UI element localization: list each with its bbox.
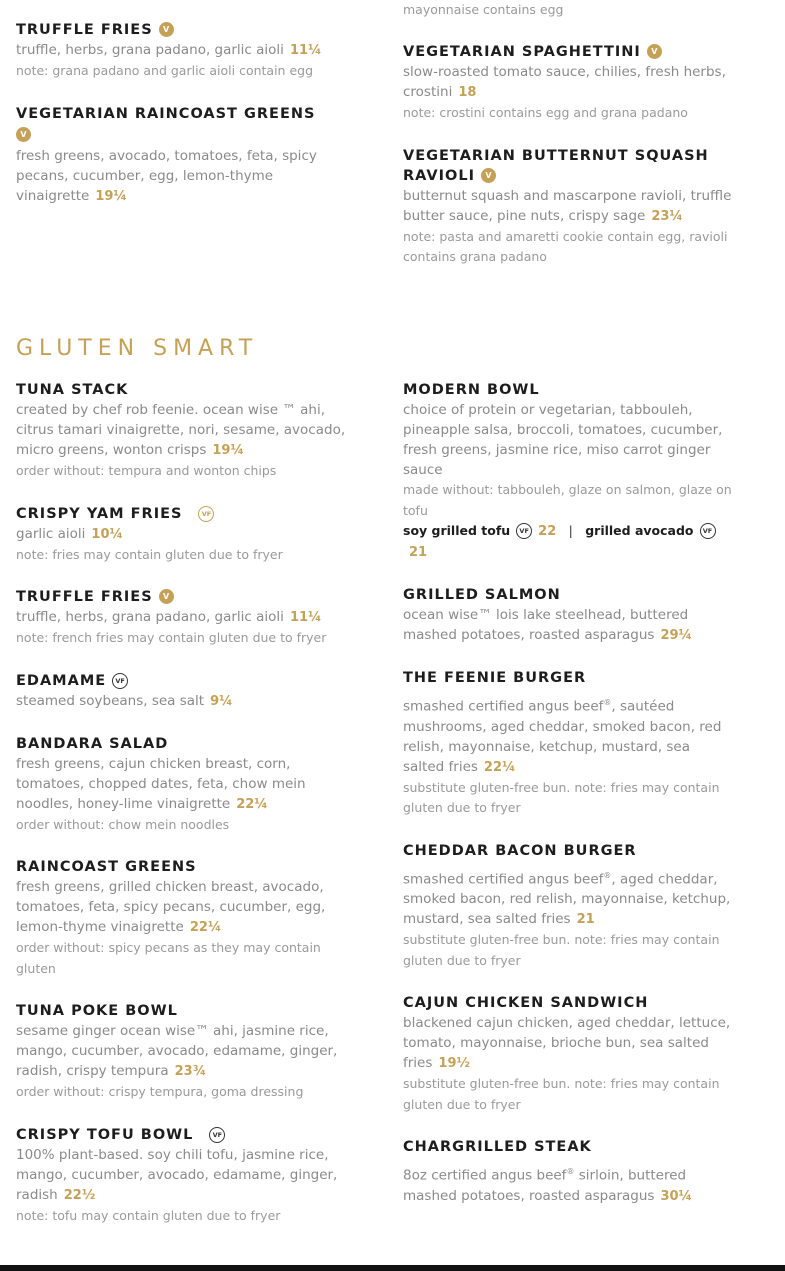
item-description: sesame ginger ocean wise™ ahi, jasmine rice, mango, cucumber, avocado, edamame, ginger, radish, crispy tempura 23¾ bbox=[16, 1023, 338, 1079]
item-description: smashed certified angus beef®, sautéed mushrooms, aged cheddar, smoked bacon, red relish, mayonnaise, ketchup, mustard, sea salted fries 22¼ bbox=[403, 698, 722, 775]
item-name: TUNA POKE BOWL bbox=[16, 1003, 178, 1019]
top-left-column bbox=[16, 20, 356, 229]
item-note: made without: tabbouleh, glaze on salmon, glaze on tofu bbox=[403, 482, 732, 518]
item-price: 19¼ bbox=[95, 188, 127, 204]
vegetarian-badge-icon: V bbox=[16, 127, 31, 142]
modern-bowl-addons bbox=[403, 521, 733, 563]
item-description: garlic aioli 10¼ bbox=[16, 525, 123, 542]
item-description: 100% plant-based. soy chili tofu, jasmine rice, mango, cucumber, avocado, edamame, ginger, radish 22½ bbox=[16, 1146, 338, 1203]
item-description: fresh greens, cajun chicken breast, corn, tomatoes, chopped dates, feta, chow mein noodles, honey-lime vinaigrette 22¼ bbox=[16, 755, 306, 812]
gluten-right-column bbox=[403, 380, 733, 1229]
item-price: 30¼ bbox=[660, 1188, 693, 1204]
item-name: TRUFFLE FRIES V bbox=[16, 20, 356, 40]
item-price: 22½ bbox=[63, 1187, 96, 1203]
item-price: 29¼ bbox=[660, 628, 693, 643]
item-description: fresh greens, avocado, tomatoes, feta, spicy pecans, cucumber, egg, lemon-thyme vinaigrette 19¼ bbox=[16, 147, 317, 204]
vegan-friendly-badge-icon: VF bbox=[112, 673, 128, 689]
menu-item-feenie-burger bbox=[403, 668, 733, 819]
vegan-friendly-badge-icon: VF bbox=[700, 523, 716, 539]
item-name: VEGETARIAN SPAGHETTINI V bbox=[403, 42, 743, 62]
vegetarian-badge-icon: V bbox=[159, 589, 174, 604]
item-price: 22¼ bbox=[236, 796, 268, 812]
menu-item-truffle-fries bbox=[16, 587, 356, 649]
menu-item-cajun-chicken-sandwich bbox=[403, 993, 733, 1115]
menu-item-crispy-yam-fries bbox=[16, 504, 356, 566]
page-bottom-divider bbox=[0, 1265, 785, 1271]
item-description: 8oz certified angus beef® sirloin, buttered mashed potatoes, roasted asparagus 30¼ bbox=[403, 1167, 693, 1204]
item-description: choice of protein or vegetarian, tabbouleh, pineapple salsa, broccoli, tomatoes, cucumber, fresh greens, jasmine rice, miso carrot ginger sauce bbox=[403, 402, 723, 478]
addon-separator: | bbox=[568, 523, 573, 538]
item-name: CHARGRILLED STEAK bbox=[403, 1139, 592, 1155]
item-name: MODERN BOWL bbox=[403, 382, 540, 398]
item-price: 9¼ bbox=[210, 693, 233, 709]
menu-item-tuna-stack bbox=[16, 380, 356, 482]
vegan-friendly-badge-icon: VF bbox=[198, 506, 214, 522]
item-description: smashed certified angus beef®, aged cheddar, smoked bacon, red relish, mayonnaise, ketchup, mustard, sea salted fries 21 bbox=[403, 870, 731, 927]
item-description: steamed soybeans, sea salt 9¼ bbox=[16, 692, 233, 709]
item-description: slow-roasted tomato sauce, chilies, fresh herbs, crostini 18 bbox=[403, 64, 726, 100]
item-price: 23¼ bbox=[651, 208, 683, 224]
item-price: 10¼ bbox=[91, 526, 123, 542]
menu-item-vegetarian-spaghettini bbox=[403, 42, 743, 124]
menu-item-modern-bowl bbox=[403, 380, 733, 563]
vegetarian-badge-icon: V bbox=[159, 22, 174, 37]
item-name: CHEDDAR BACON BURGER bbox=[403, 842, 637, 859]
menu-item-vegetarian-raincoast-greens bbox=[16, 104, 356, 207]
item-name: VEGETARIAN BUTTERNUT SQUASH RAVIOLI V bbox=[403, 147, 709, 184]
item-note: order without: spicy pecans as they may contain gluten bbox=[16, 940, 321, 976]
item-description: fresh greens, grilled chicken breast, avocado, tomatoes, feta, spicy pecans, cucumber, egg, lemon-thyme vinaigrette 22¼ bbox=[16, 879, 326, 935]
menu-item-bandara-salad bbox=[16, 734, 356, 836]
item-name: CRISPY YAM FRIES VF bbox=[16, 504, 356, 524]
item-note: order without: tempura and wonton chips bbox=[16, 463, 277, 478]
addon-label: soy grilled tofu bbox=[403, 523, 511, 538]
item-description: created by chef rob feenie. ocean wise ™ ahi, citrus tamari vinaigrette, nori, sesame, avocado, micro greens, wonton crisps 19¼ bbox=[16, 402, 346, 458]
item-note: note: pasta and amaretti cookie contain egg, ravioli contains grana padano bbox=[403, 228, 728, 264]
menu-item-edamame bbox=[16, 671, 356, 712]
item-name: TUNA STACK bbox=[16, 382, 129, 398]
item-name: VEGETARIAN RAINCOAST GREENS V bbox=[16, 104, 356, 142]
item-note: substitute gluten-free bun. note: fries may contain gluten due to fryer bbox=[403, 779, 720, 815]
menu-item-truffle-fries-top bbox=[16, 20, 356, 82]
item-name: CAJUN CHICKEN SANDWICH bbox=[403, 995, 649, 1011]
item-name: THE FEENIE BURGER bbox=[403, 670, 587, 686]
continued-note: mayonnaise contains egg bbox=[403, 2, 564, 17]
item-note: order without: chow mein noodles bbox=[16, 816, 230, 832]
item-description: truffle, herbs, grana padano, garlic aioli 11¼ bbox=[16, 42, 322, 58]
item-note: note: tofu may contain gluten due to fryer bbox=[16, 1207, 281, 1223]
item-price: 21 bbox=[576, 912, 595, 927]
gluten-left-column bbox=[16, 380, 356, 1248]
item-name: EDAMAME VF bbox=[16, 671, 356, 691]
vegan-friendly-badge-icon: VF bbox=[209, 1127, 225, 1143]
vegan-friendly-badge-icon: VF bbox=[516, 523, 532, 539]
menu-item-raincoast-greens bbox=[16, 857, 356, 979]
item-description: ocean wise™ lois lake steelhead, buttered mashed potatoes, roasted asparagus 29¼ bbox=[403, 607, 693, 643]
item-price: 11¼ bbox=[289, 610, 322, 625]
section-title-gluten-smart: GLUTEN SMART bbox=[16, 336, 259, 361]
item-price: 19½ bbox=[438, 1056, 470, 1071]
item-description: truffle, herbs, grana padano, garlic aioli 11¼ bbox=[16, 609, 322, 625]
menu-item-crispy-tofu-bowl bbox=[16, 1125, 356, 1227]
item-price: 11¼ bbox=[289, 43, 322, 58]
item-description: blackened cajun chicken, aged cheddar, lettuce, tomato, mayonnaise, brioche bun, sea salted fries 19½ bbox=[403, 1015, 731, 1071]
top-right-column bbox=[403, 42, 743, 290]
item-price: 18 bbox=[458, 85, 477, 100]
addon-price: 21 bbox=[409, 545, 428, 560]
item-name: CRISPY TOFU BOWL VF bbox=[16, 1125, 356, 1145]
item-note: note: french fries may contain gluten due to fryer bbox=[16, 630, 327, 645]
addon-price: 22 bbox=[538, 524, 557, 539]
vegetarian-badge-icon: V bbox=[647, 44, 662, 59]
item-price: 23¾ bbox=[174, 1064, 207, 1079]
addon-label: grilled avocado bbox=[585, 523, 694, 538]
menu-item-chargrilled-steak bbox=[403, 1137, 733, 1207]
menu-item-butternut-squash-ravioli bbox=[403, 146, 743, 268]
item-name: TRUFFLE FRIES V bbox=[16, 587, 356, 607]
item-name: BANDARA SALAD bbox=[16, 735, 169, 752]
item-note: note: crostini contains egg and grana padano bbox=[403, 105, 688, 120]
item-name: GRILLED SALMON bbox=[403, 587, 561, 603]
item-price: 22¼ bbox=[189, 920, 222, 935]
menu-item-grilled-salmon bbox=[403, 585, 733, 646]
item-note: substitute gluten-free bun. note: fries may contain gluten due to fryer bbox=[403, 1076, 720, 1112]
menu-item-tuna-poke-bowl bbox=[16, 1001, 356, 1103]
menu-item-cheddar-bacon-burger bbox=[403, 841, 733, 972]
item-note: note: grana padano and garlic aioli contain egg bbox=[16, 63, 314, 78]
item-description: butternut squash and mascarpone ravioli, truffle butter sauce, pine nuts, crispy sage 23¼ bbox=[403, 187, 732, 224]
item-name: RAINCOAST GREENS bbox=[16, 859, 197, 875]
vegetarian-badge-icon: V bbox=[481, 168, 496, 183]
item-note: substitute gluten-free bun. note: fries may contain gluten due to fryer bbox=[403, 932, 720, 968]
item-price: 22¼ bbox=[483, 759, 516, 775]
item-note: note: fries may contain gluten due to fryer bbox=[16, 546, 283, 562]
item-price: 19¼ bbox=[212, 443, 244, 458]
item-note: order without: crispy tempura, goma dressing bbox=[16, 1084, 304, 1099]
